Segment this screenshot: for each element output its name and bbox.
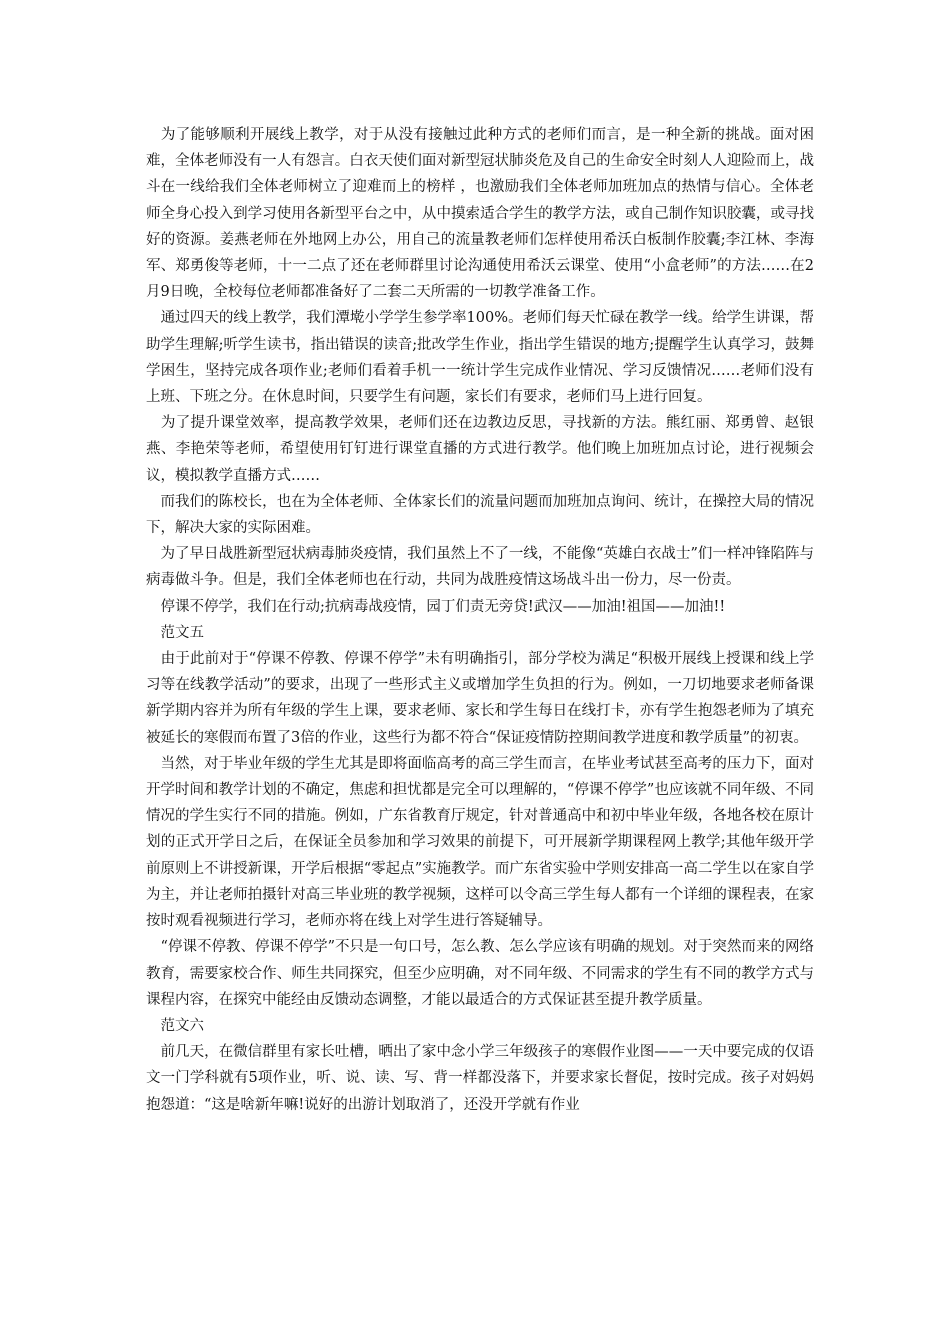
section-heading: 范文五	[146, 624, 204, 641]
paragraph: 为了提升课堂效率，提高教学效果，老师们还在边教边反思，寻找新的方法。熊红丽、郑勇曾、赵银燕、李艳荣等老师，希望使用钉钉进行课堂直播的方式进行教学。他们晚上加班加点讨论，进行视频会议，模拟教学直播方式……	[146, 415, 814, 484]
paragraph: 由于此前对于“停课不停教、停课不停学”未有明确指引，部分学校为满足“积极开展线上授课和线上学习等在线教学活动”的要求，出现了一些形式主义或增加学生负担的行为。例如，一刀切地要求老师备课新学期内容并为所有年级的学生上课，要求老师、家长和学生每日在线打卡，亦有学生抱怨老师为了填充被延长的寒假而布置了3倍的作业，这些行为都不符合“保证疫情防控期间教学进度和教学质量”的初衷。	[146, 651, 814, 746]
paragraph: 为了能够顺利开展线上教学，对于从没有接触过此种方式的老师们而言，是一种全新的挑战。面对困难，全体老师没有一人有怨言。白衣天使们面对新型冠状肺炎危及自己的生命安全时刻人人迎险而上，战斗在一线给我们全体老师树立了迎难而上的榜样 ，也激励我们全体老师加班加点的热情与信心。全体老师全身心投入到学习使用各新型平台之中，从中摸索适合学生的教学方法，或自己制作知识胶囊，或寻找好的资源。姜燕老师在外地网上办公，用自己的流量教老师们怎样使用希沃白板制作胶囊;李江林、李海军、郑勇俊等老师，十一二点了还在老师群里讨论沟通使用希沃云课堂、使用“小盒老师”的方法……在2月9日晚，全校每位老师都准备好了二套二天所需的一切教学准备工作。	[146, 127, 814, 301]
paragraph: 通过四天的线上教学，我们潭墘小学学生参学率100%。老师们每天忙碌在教学一线。给学生讲课，帮助学生理解;听学生读书，指出错误的读音;批改学生作业，指出学生错误的地方;提醒学生认真学习，鼓舞学困生，坚持完成各项作业;老师们看着手机一一统计学生完成作业情况、学习反馈情况……老师们没有上班、下班之分。在休息时间，只要学生有问题，家长们有要求，老师们马上进行回复。	[146, 310, 814, 406]
document-page	[146, 122, 814, 1118]
paragraph: 停课不停学，我们在行动;抗病毒战疫情，园丁们责无旁贷!武汉——加油!祖国——加油!!	[146, 598, 726, 615]
paragraph: “停课不停教、停课不停学”不只是一句口号，怎么教、怎么学应该有明确的规划。对于突然而来的网络教育，需要家校合作、师生共同探究，但至少应明确，对不同年级、不同需求的学生有不同的教学方式与课程内容，在探究中能经由反馈动态调整，才能以最适合的方式保证甚至提升教学质量。	[146, 939, 814, 1008]
section-heading: 范文六	[146, 1017, 204, 1034]
paragraph: 当然，对于毕业年级的学生尤其是即将面临高考的高三学生而言，在毕业考试甚至高考的压力下，面对开学时间和教学计划的不确定，焦虑和担忧都是完全可以理解的，“停课不停学”也应该就不同年级、不同情况的学生实行不同的措施。例如，广东省教育厅规定，针对普通高中和初中毕业年级，各地各校在原计划的正式开学日之后，在保证全员参加和学习效果的前提下，可开展新学期课程网上教学;其他年级开学前原则上不讲授新课，开学后根据“零起点”实施教学。而广东省实验中学则安排高一高二学生以在家自学为主，并让老师拍摄针对高三毕业班的教学视频，这样可以令高三学生每人都有一个详细的课程表，在家按时观看视频进行学习，老师亦将在线上对学生进行答疑辅导。	[146, 755, 814, 930]
paragraph: 为了早日战胜新型冠状病毒肺炎疫情，我们虽然上不了一线，不能像“英雄白衣战士”们一样冲锋陷阵与病毒做斗争。但是，我们全体老师也在行动，共同为战胜疫情这场战斗出一份力，尽一份责。	[146, 546, 814, 589]
paragraph: 前几天，在微信群里有家长吐槽，晒出了家中念小学三年级孩子的寒假作业图——一天中要完成的仅语文一门学科就有5项作业，听、说、读、写、背一样都没落下，并要求家长督促，按时完成。孩子对妈妈抱怨道：“这是啥新年嘛!说好的出游计划取消了，还没开学就有作业	[146, 1044, 814, 1113]
paragraph: 而我们的陈校长，也在为全体老师、全体家长们的流量问题而加班加点询问、统计，在操控大局的情况下，解决大家的实际困难。	[146, 493, 814, 537]
